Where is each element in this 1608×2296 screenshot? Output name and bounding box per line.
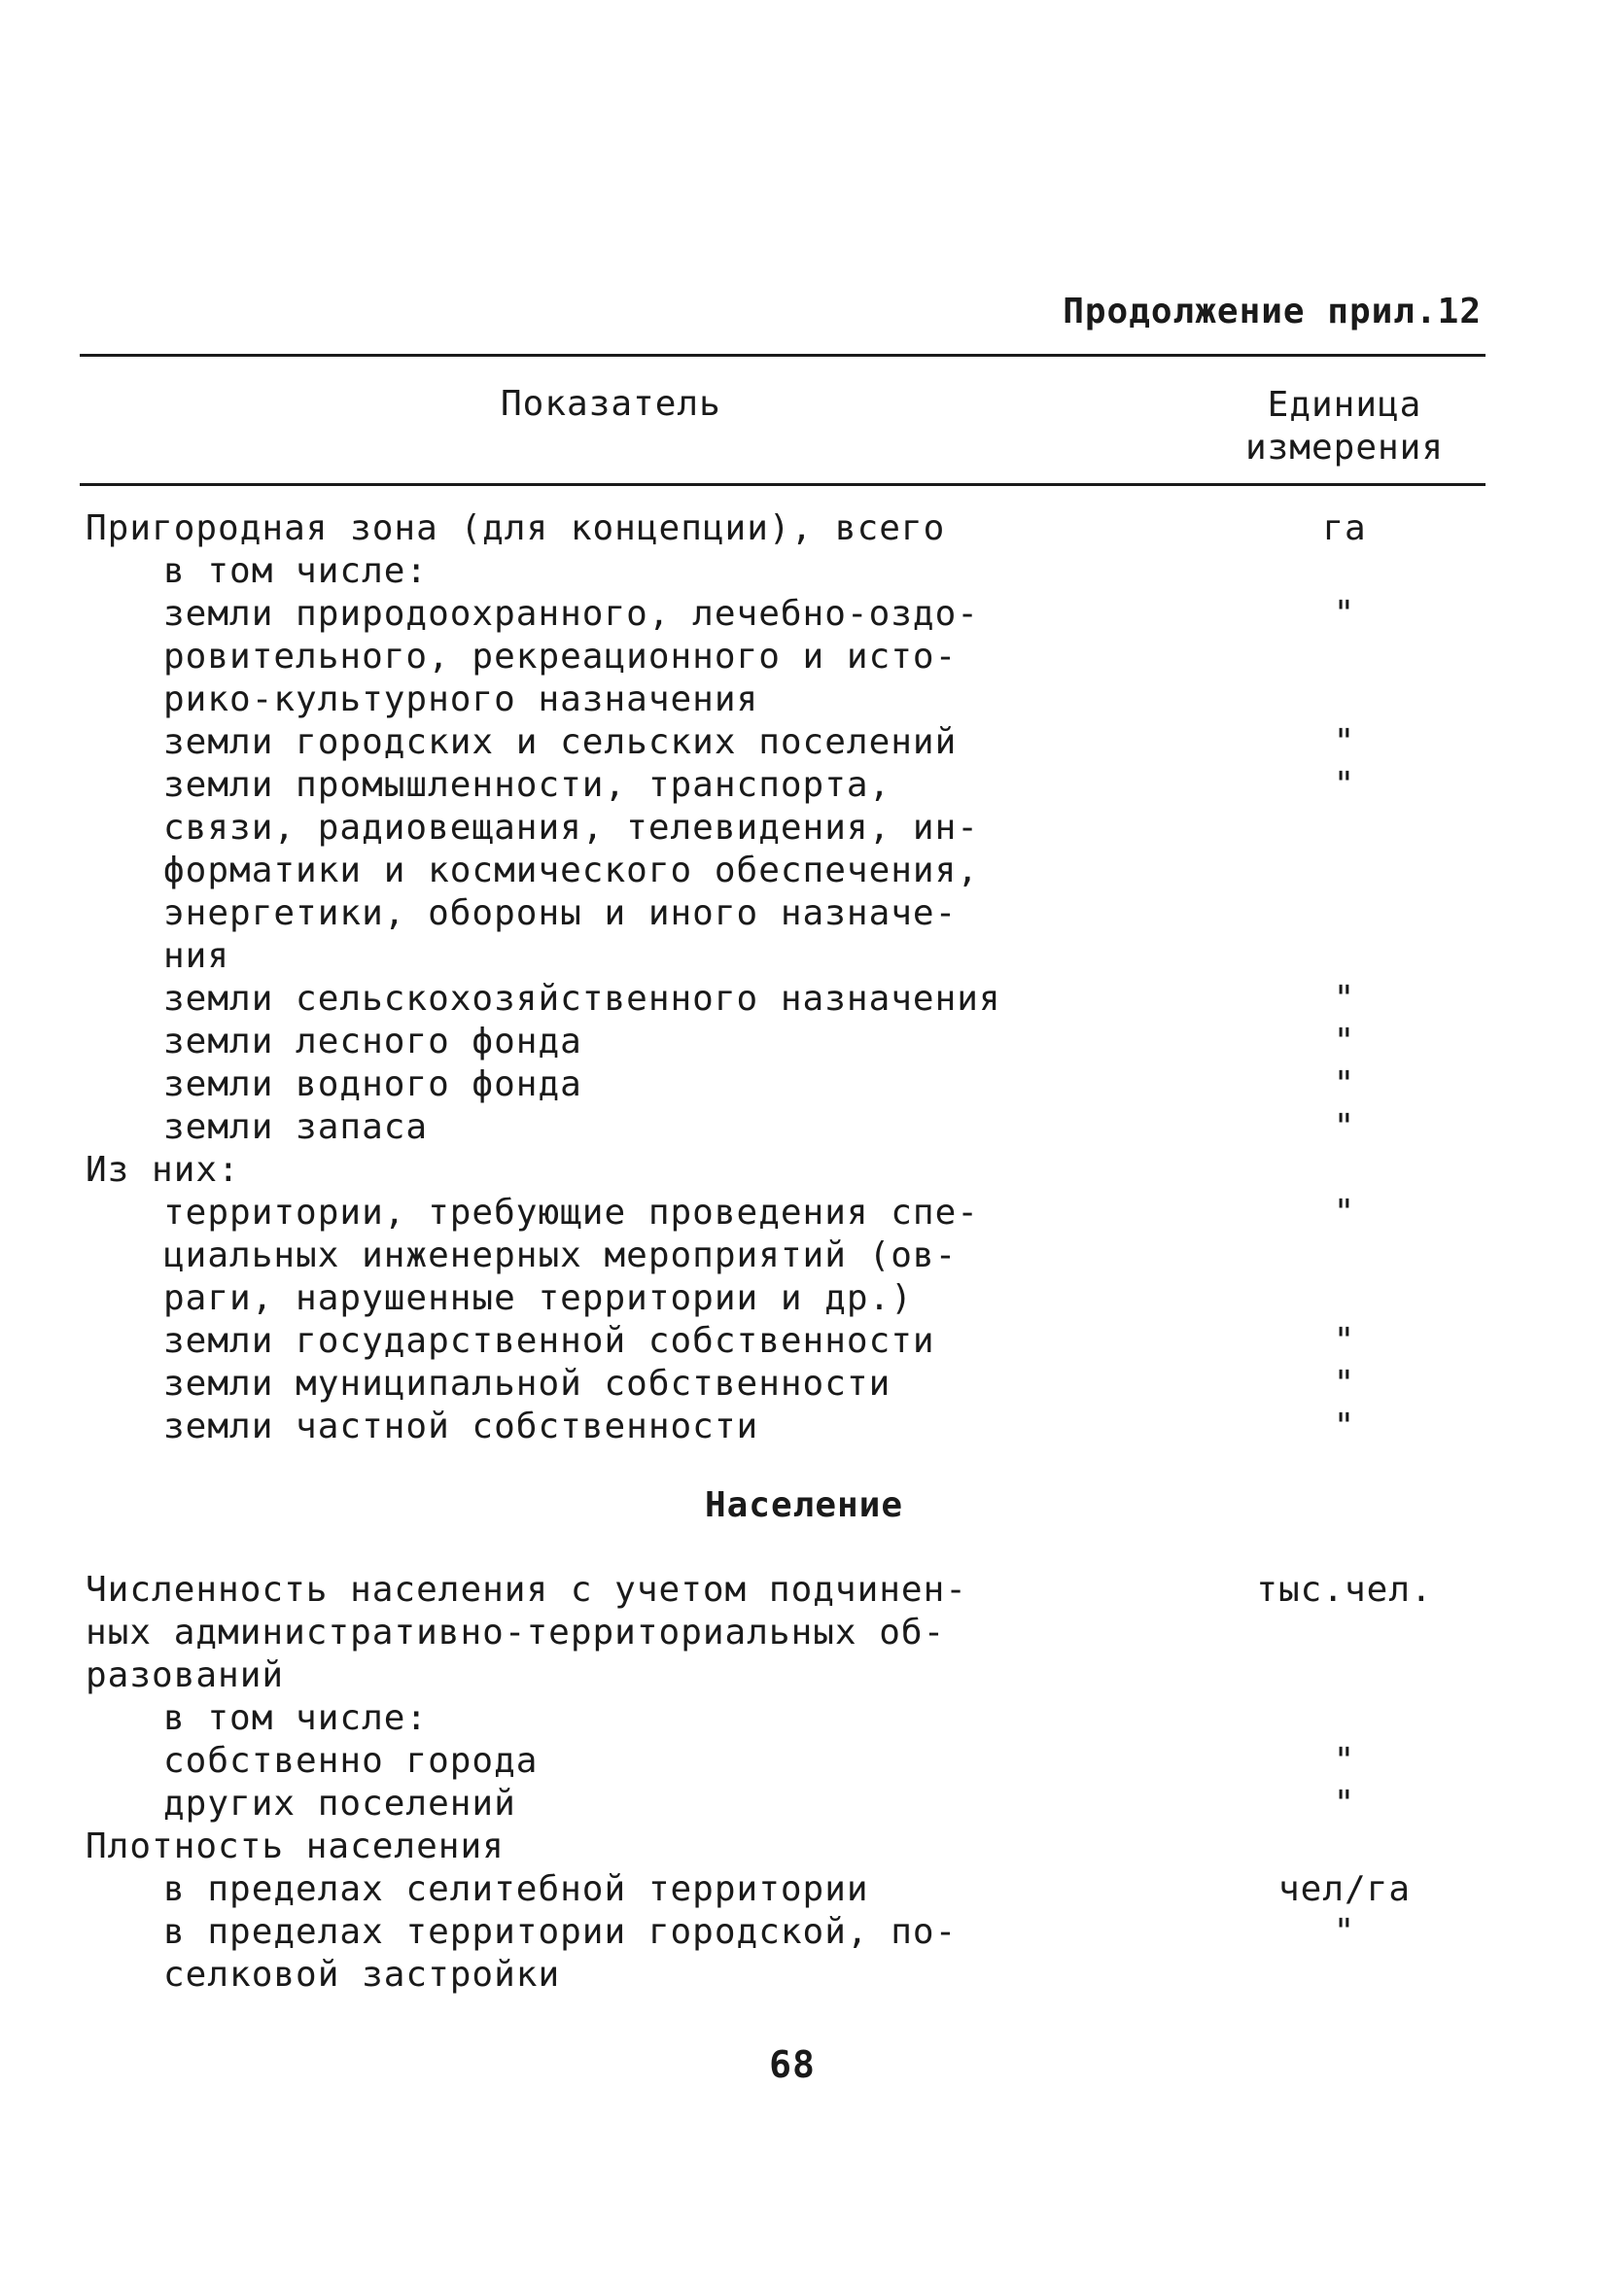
row-indicator [163,1783,516,1826]
header-unit-line1: Единица [1267,385,1422,425]
row-indicator [86,1826,505,1868]
row-text: земли сельскохозяйственного назначения [163,979,1001,1019]
row-indicator [163,721,957,764]
row-unit: " [1333,1741,1356,1781]
row-unit: " [1333,722,1356,762]
row-text: земли частной собственности [163,1407,759,1446]
row-unit: " [1333,765,1356,805]
row-unit: " [1333,1407,1356,1446]
row-text: в том числе: [163,551,429,591]
row-text: Численность населения с учетом подчинен- [86,1570,967,1610]
row-text: земли государственной собственности [163,1321,935,1361]
row-text: Из них: [86,1150,240,1190]
row-text: земли запаса [163,1107,429,1147]
row-unit: чел/га [1277,1869,1412,1909]
row-indicator [86,507,945,550]
row-unit: тыс.чел. [1256,1570,1433,1610]
row-text: Пригородная зона (для концепции), всего [86,508,946,548]
row-unit: " [1333,1064,1356,1104]
row-text: ровительного, рекреационного и исто- [163,637,958,677]
row-indicator [163,1063,582,1106]
row-unit: " [1333,1321,1356,1361]
row-indicator [163,1320,935,1363]
row-indicator [163,1868,869,1911]
header-unit [1223,384,1466,470]
table-top-rule [80,354,1486,357]
row-indicator [86,1569,967,1697]
row-text: земли лесного фонда [163,1022,582,1061]
row-text: форматики и космического обеспечения, [163,851,979,890]
row-unit: " [1333,1364,1356,1404]
row-text: ных административно-территориальных об- [86,1613,946,1652]
row-text: циальных инженерных мероприятий (ов- [163,1235,958,1275]
appendix-caption: Продолжение прил.12 [1063,292,1482,331]
row-unit: " [1333,1107,1356,1147]
row-text: земли водного фонда [163,1064,582,1104]
row-text: селковой застройки [163,1955,561,1995]
row-indicator [163,978,1001,1021]
row-text: связи, радиовещания, телевидения, ин- [163,808,979,848]
row-text: в том числе: [163,1698,429,1738]
row-text: в пределах территории городской, по- [163,1912,958,1952]
row-text: ния [163,936,230,976]
row-indicator [163,1106,428,1149]
row-indicator [163,593,979,721]
row-indicator [163,1911,957,1997]
row-text: земли промышленности, транспорта, [163,765,891,805]
header-bottom-rule [80,483,1486,486]
row-indicator [163,550,428,593]
row-indicator [163,1021,582,1063]
row-unit: " [1333,1784,1356,1824]
row-indicator [163,1740,538,1783]
row-unit: " [1333,594,1356,634]
row-unit: " [1333,1193,1356,1233]
row-unit: " [1333,1022,1356,1061]
section-title: Население [704,1485,904,1525]
row-text: энергетики, обороны и иного назначе- [163,893,958,933]
row-indicator [163,764,979,978]
header-indicator: Показатель [501,384,721,424]
row-text: в пределах селитебной территории [163,1869,869,1909]
row-unit: " [1333,1912,1356,1952]
row-indicator [163,1406,758,1448]
row-text: раги, нарушенные территории и др.) [163,1278,913,1318]
row-text: Плотность населения [86,1826,505,1866]
row-text: земли городских и сельских поселений [163,722,958,762]
row-text: собственно города [163,1741,539,1781]
row-indicator [163,1697,428,1740]
row-indicator [163,1363,891,1406]
page-number: 68 [769,2043,816,2086]
row-text: территории, требующие проведения спе- [163,1193,979,1233]
row-text: разований [86,1655,285,1695]
row-text: земли природоохранного, лечебно-оздо- [163,594,979,634]
row-text: земли муниципальной собственности [163,1364,891,1404]
row-unit: " [1333,979,1356,1019]
header-unit-line2: измерения [1244,428,1445,468]
row-indicator [163,1192,979,1320]
row-unit: га [1322,508,1367,548]
row-text: рико-культурного назначения [163,679,759,719]
row-indicator [86,1149,240,1192]
row-text: других поселений [163,1784,516,1824]
